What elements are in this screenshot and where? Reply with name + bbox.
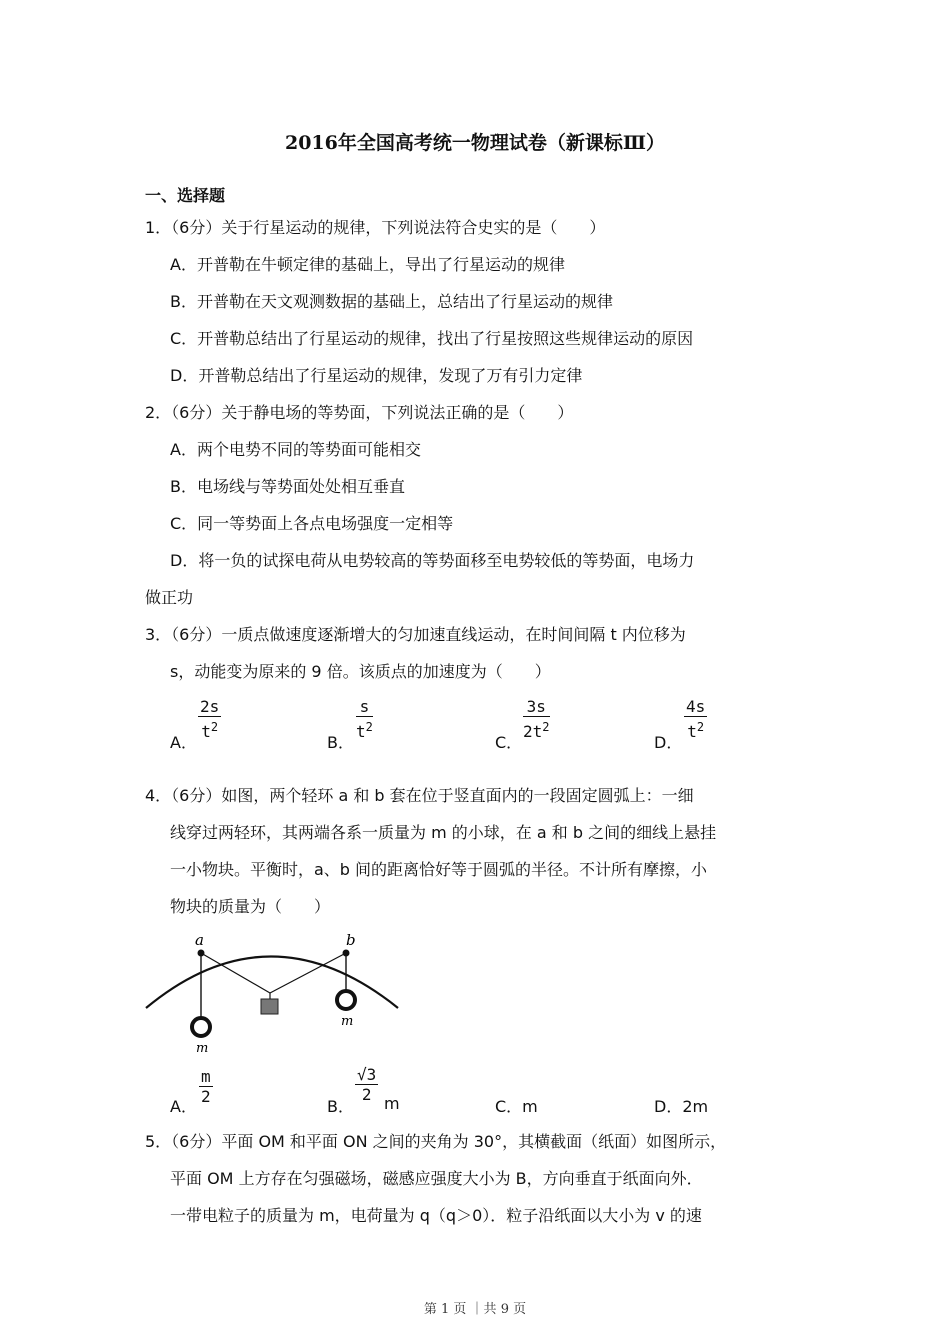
fraction-numerator: 2s [200, 697, 220, 716]
question-2-stem: 2．（6分）关于静电场的等势面，下列说法正确的是（ ） [145, 403, 574, 422]
question-3-option-d-fraction [684, 698, 707, 742]
question-3-option-c-label: C． [495, 733, 523, 752]
question-1-option-d: D．开普勒总结出了行星运动的规律，发现了万有引力定律 [170, 366, 583, 385]
ring-a [198, 950, 205, 957]
question-3-option-a-fraction [198, 698, 221, 742]
question-5-stem-line-2: 平面 OM 上方存在匀强磁场，磁感应强度大小为 B，方向垂直于纸面向外． [170, 1169, 703, 1188]
fraction-denominator: t [201, 722, 211, 741]
question-1-option-a: A．开普勒在牛顿定律的基础上，导出了行星运动的规律 [170, 255, 565, 274]
section-heading: 一、选择题 [145, 186, 226, 205]
label-m-left: m [196, 1041, 209, 1056]
left-ball [192, 1018, 210, 1036]
fraction-denominator: 2t [523, 722, 543, 741]
fraction-denominator: t [687, 722, 697, 741]
small-block [261, 999, 278, 1014]
question-4-option-c: C．m [495, 1097, 538, 1116]
question-3-stem-continued: s，动能变为原来的 9 倍。该质点的加速度为（ ） [170, 662, 551, 681]
label-a: a [195, 931, 204, 949]
question-4-stem-line-2: 线穿过两轻环，其两端各系一质量为 m 的小球，在 a 和 b 之间的细线上悬挂 [170, 823, 717, 842]
question-4-option-b-label: B． [327, 1097, 354, 1116]
string-a-to-block [201, 953, 270, 993]
question-4-option-d: D．2m [654, 1097, 709, 1116]
question-4-stem-line-4: 物块的质量为（ ） [170, 897, 331, 916]
fraction-denominator: 2 [361, 1085, 372, 1104]
question-1-option-c: C．开普勒总结出了行星运动的规律，找出了行星按照这些规律运动的原因 [170, 329, 694, 348]
fraction-numerator: 3s [523, 698, 550, 717]
label-m-right: m [341, 1014, 354, 1029]
question-4-option-b-suffix: m [384, 1094, 400, 1113]
question-2-option-a: A．两个电势不同的等势面可能相交 [170, 440, 421, 459]
question-4-stem-line-3: 一小物块。平衡时，a、b 间的距离恰好等于圆弧的半径。不计所有摩擦，小 [170, 860, 708, 879]
fraction-numerator: m [201, 1067, 211, 1086]
fraction-denominator: t [356, 722, 366, 741]
question-2-option-d-continued: 做正功 [145, 588, 194, 607]
question-4-option-a-fraction [199, 1068, 213, 1107]
question-5-stem: 5．（6分）平面 OM 和平面 ON 之间的夹角为 30°，其横截面（纸面）如图所示， [145, 1132, 727, 1151]
question-4-option-b-fraction [355, 1066, 378, 1105]
question-5-stem-line-3: 一带电粒子的质量为 m，电荷量为 q（q＞0）．粒子沿纸面以大小为 v 的速 [170, 1206, 702, 1225]
right-ball [337, 991, 355, 1009]
fraction-numerator: 4s [686, 697, 706, 716]
question-2-option-d: D．将一负的试探电荷从电势较高的等势面移至电势较低的等势面，电场力 [170, 551, 695, 570]
fraction-exponent: 2 [542, 720, 550, 734]
fraction-exponent: 2 [210, 720, 219, 734]
question-4-stem: 4．（6分）如图，两个轻环 a 和 b 套在位于竖直面内的一段固定圆弧上：一细 [145, 786, 694, 805]
fraction-numerator: s [356, 698, 373, 717]
question-2-option-b: B．电场线与等势面处处相互垂直 [170, 477, 405, 496]
question-3-option-c-fraction [523, 698, 550, 742]
fraction-exponent: 2 [696, 720, 705, 734]
question-4-figure [140, 925, 410, 1060]
fraction-numerator: √3 [357, 1065, 377, 1084]
page-title: 2016年全国高考统一物理试卷（新课标Ⅲ） [284, 132, 666, 154]
question-2-option-c: C．同一等势面上各点电场强度一定相等 [170, 514, 454, 533]
question-4-option-a-label: A． [170, 1097, 197, 1116]
question-3-stem: 3．（6分）一质点做速度逐渐增大的匀加速直线运动，在时间间隔 t 内位移为 [145, 625, 686, 644]
question-1-option-b: B．开普勒在天文观测数据的基础上，总结出了行星运动的规律 [170, 292, 613, 311]
question-3-option-b-fraction [356, 698, 373, 742]
question-3-option-d-label: D． [654, 733, 683, 752]
fraction-exponent: 2 [365, 720, 373, 734]
question-1-stem: 1．（6分）关于行星运动的规律，下列说法符合史实的是（ ） [145, 218, 606, 237]
ring-b [343, 950, 350, 957]
string-b-to-block [270, 953, 346, 993]
label-b: b [346, 931, 356, 949]
question-3-option-a-label: A． [170, 733, 197, 752]
question-3-option-b-label: B． [327, 733, 354, 752]
page-footer: 第 1 页 ｜共 9 页 [423, 1302, 527, 1317]
fraction-denominator: 2 [201, 1087, 211, 1106]
